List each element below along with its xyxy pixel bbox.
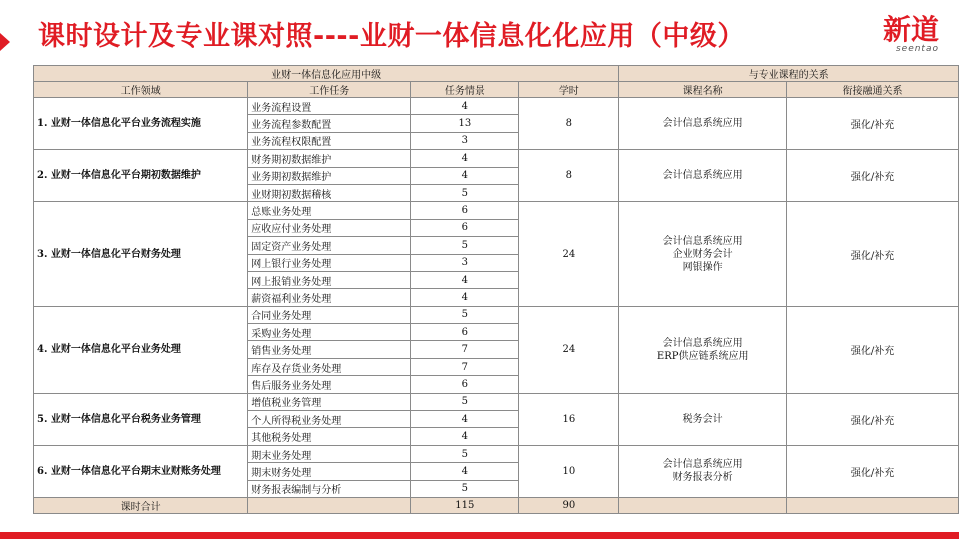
hours-cell: 10 xyxy=(519,445,619,497)
scenario-count-cell: 3 xyxy=(411,254,519,271)
total-label: 课时合计 xyxy=(34,497,248,513)
scenario-count-cell: 4 xyxy=(411,463,519,480)
group-left-header: 业财一体信息化应用中级 xyxy=(34,66,619,82)
logo-text: 新道 xyxy=(882,13,939,46)
scenario-count-cell: 4 xyxy=(411,411,519,428)
task-cell: 其他税务处理 xyxy=(248,428,411,445)
task-cell: 网上银行业务处理 xyxy=(248,254,411,271)
scenario-count-cell: 4 xyxy=(411,150,519,167)
course-name: 会计信息系统应用 xyxy=(662,118,743,130)
corner-accent xyxy=(0,33,10,51)
scenario-count-cell: 5 xyxy=(411,184,519,201)
total-scenario-sum: 115 xyxy=(411,497,519,513)
course-name: 会计信息系统应用 xyxy=(662,337,743,349)
course-name: 会计信息系统应用 xyxy=(662,459,743,471)
task-cell: 业务流程参数配置 xyxy=(248,115,411,132)
course-name: 税务会计 xyxy=(682,413,723,425)
scenario-count-cell: 6 xyxy=(411,219,519,236)
scenario-count-cell: 4 xyxy=(411,167,519,184)
total-empty-relation xyxy=(787,497,959,513)
scenario-count-cell: 4 xyxy=(411,289,519,306)
scenario-count-cell: 4 xyxy=(411,98,519,115)
header-scenario: 任务情景 xyxy=(411,82,519,98)
task-cell: 财务报表编制与分析 xyxy=(248,480,411,497)
scenario-count-cell: 4 xyxy=(411,428,519,445)
scenario-count-cell: 6 xyxy=(411,376,519,393)
task-cell: 业务期初数据维护 xyxy=(248,167,411,184)
course-mapping-table xyxy=(33,65,959,514)
task-cell: 薪资福利业务处理 xyxy=(248,289,411,306)
relation-cell: 强化/补充 xyxy=(787,98,959,150)
course-name: 企业财务会计 xyxy=(672,248,733,260)
header-course: 课程名称 xyxy=(619,82,787,98)
total-empty-course xyxy=(619,497,787,513)
scenario-count-cell: 7 xyxy=(411,358,519,375)
scenario-count-cell: 5 xyxy=(411,445,519,462)
course-name: 财务报表分析 xyxy=(672,472,733,484)
relation-cell: 强化/补充 xyxy=(787,306,959,393)
task-cell: 采购业务处理 xyxy=(248,324,411,341)
task-cell: 固定资产业务处理 xyxy=(248,237,411,254)
scenario-count-cell: 5 xyxy=(411,306,519,323)
column-header-row xyxy=(34,82,959,98)
task-cell: 期末业务处理 xyxy=(248,445,411,462)
task-cell: 总账业务处理 xyxy=(248,202,411,219)
group-header-row xyxy=(34,66,959,82)
course-name: 会计信息系统应用 xyxy=(662,235,743,247)
course-name: ERP供应链系统应用 xyxy=(656,350,749,362)
total-row xyxy=(34,497,959,513)
relation-cell: 强化/补充 xyxy=(787,150,959,202)
scenario-count-cell: 4 xyxy=(411,271,519,288)
total-hours-sum: 90 xyxy=(519,497,619,513)
task-cell: 个人所得税业务处理 xyxy=(248,411,411,428)
scenario-count-cell: 5 xyxy=(411,237,519,254)
course-cell xyxy=(619,150,787,202)
hours-cell: 24 xyxy=(519,202,619,306)
header-task: 工作任务 xyxy=(248,82,411,98)
hours-cell: 24 xyxy=(519,306,619,393)
hours-cell: 16 xyxy=(519,393,619,445)
brand-logo xyxy=(883,14,939,54)
course-cell xyxy=(619,393,787,445)
table-row xyxy=(34,150,959,167)
header-relation: 衔接融通关系 xyxy=(787,82,959,98)
header-domain: 工作领域 xyxy=(34,82,248,98)
task-cell: 业务流程设置 xyxy=(248,98,411,115)
task-cell: 业务流程权限配置 xyxy=(248,132,411,149)
total-empty-task xyxy=(248,497,411,513)
bottom-accent-bar xyxy=(0,532,959,539)
table-row xyxy=(34,98,959,115)
table-row xyxy=(34,202,959,219)
header-hours: 学时 xyxy=(519,82,619,98)
hours-cell: 8 xyxy=(519,98,619,150)
task-cell: 售后服务业务处理 xyxy=(248,376,411,393)
course-name: 会计信息系统应用 xyxy=(662,170,743,182)
relation-cell: 强化/补充 xyxy=(787,202,959,306)
scenario-count-cell: 3 xyxy=(411,132,519,149)
logo-subtext: seentao xyxy=(895,44,939,54)
page-title: 课时设计及专业课对照----业财一体信息化化应用（中级） xyxy=(38,21,745,52)
table-row xyxy=(34,306,959,323)
relation-cell: 强化/补充 xyxy=(787,445,959,497)
scenario-count-cell: 7 xyxy=(411,341,519,358)
task-cell: 网上报销业务处理 xyxy=(248,271,411,288)
scenario-count-cell: 13 xyxy=(411,115,519,132)
group-right-header: 与专业课程的关系 xyxy=(619,66,959,82)
relation-cell: 强化/补充 xyxy=(787,393,959,445)
table-row xyxy=(34,393,959,410)
task-cell: 库存及存货业务处理 xyxy=(248,358,411,375)
domain-cell: 1. 业财一体信息化平台业务流程实施 xyxy=(34,98,248,150)
scenario-count-cell: 6 xyxy=(411,324,519,341)
task-cell: 增值税业务管理 xyxy=(248,393,411,410)
domain-cell: 6. 业财一体信息化平台期末业财账务处理 xyxy=(34,445,248,497)
course-cell xyxy=(619,445,787,497)
scenario-count-cell: 5 xyxy=(411,480,519,497)
task-cell: 应收应付业务处理 xyxy=(248,219,411,236)
course-name: 网银操作 xyxy=(682,261,723,273)
course-cell xyxy=(619,306,787,393)
task-cell: 合同业务处理 xyxy=(248,306,411,323)
task-cell: 业财期初数据稽核 xyxy=(248,184,411,201)
course-cell xyxy=(619,98,787,150)
scenario-count-cell: 5 xyxy=(411,393,519,410)
domain-cell: 4. 业财一体信息化平台业务处理 xyxy=(34,306,248,393)
hours-cell: 8 xyxy=(519,150,619,202)
domain-cell: 2. 业财一体信息化平台期初数据维护 xyxy=(34,150,248,202)
task-cell: 期末财务处理 xyxy=(248,463,411,480)
course-cell xyxy=(619,202,787,306)
domain-cell: 5. 业财一体信息化平台税务业务管理 xyxy=(34,393,248,445)
table-row xyxy=(34,445,959,462)
task-cell: 销售业务处理 xyxy=(248,341,411,358)
domain-cell: 3. 业财一体信息化平台财务处理 xyxy=(34,202,248,306)
task-cell: 财务期初数据维护 xyxy=(248,150,411,167)
scenario-count-cell: 6 xyxy=(411,202,519,219)
